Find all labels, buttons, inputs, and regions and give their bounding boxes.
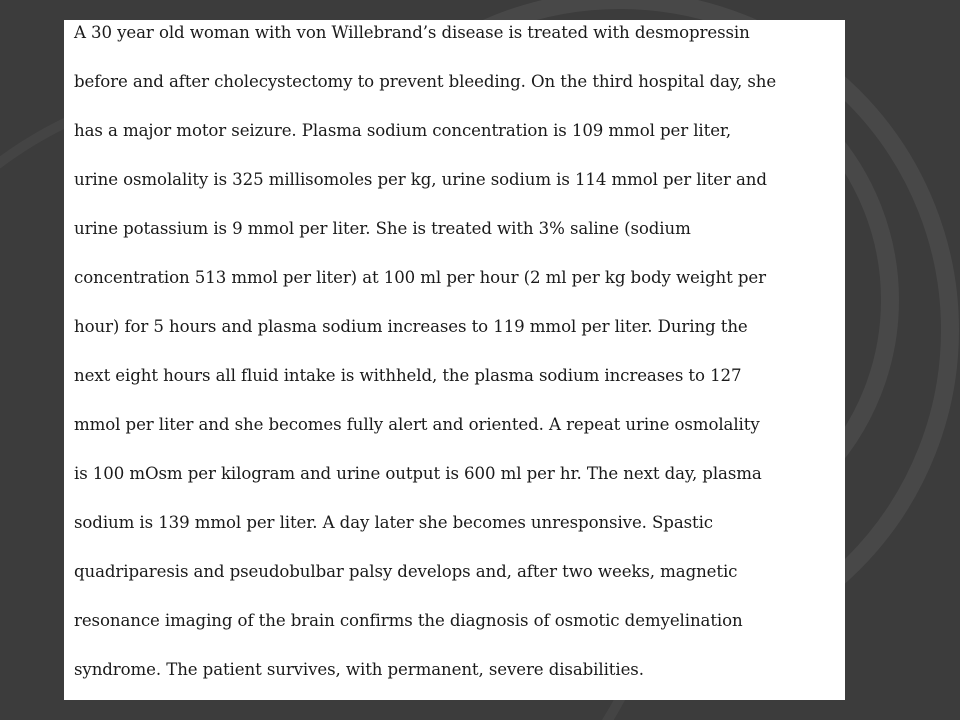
case-line: is 100 mOsm per kilogram and urine output is 600 ml per hr. The next day, plasma xyxy=(74,464,762,483)
slide-text-card xyxy=(64,20,845,700)
case-line: A 30 year old woman with von Willebrand’s disease is treated with desmopressin xyxy=(74,23,750,42)
case-line: has a major motor seizure. Plasma sodium concentration is 109 mmol per liter, xyxy=(74,121,732,140)
case-line: urine potassium is 9 mmol per liter. She is treated with 3% saline (sodium xyxy=(74,219,691,238)
case-line: mmol per liter and she becomes fully alert and oriented. A repeat urine osmolality xyxy=(74,415,760,434)
case-line: sodium is 139 mmol per liter. A day later she becomes unresponsive. Spastic xyxy=(74,513,713,532)
case-line: syndrome. The patient survives, with permanent, severe disabilities. xyxy=(74,660,644,679)
case-line: before and after cholecystectomy to prevent bleeding. On the third hospital day, she xyxy=(74,72,777,91)
case-line: concentration 513 mmol per liter) at 100 ml per hour (2 ml per kg body weight per xyxy=(74,268,766,287)
case-line: resonance imaging of the brain confirms the diagnosis of osmotic demyelination xyxy=(74,611,743,630)
case-line: hour) for 5 hours and plasma sodium increases to 119 mmol per liter. During the xyxy=(74,317,748,336)
case-line: urine osmolality is 325 millisomoles per kg, urine sodium is 114 mmol per liter and xyxy=(74,170,767,189)
case-line: next eight hours all fluid intake is withheld, the plasma sodium increases to 127 xyxy=(74,366,742,385)
case-line: quadriparesis and pseudobulbar palsy develops and, after two weeks, magnetic xyxy=(74,562,738,581)
